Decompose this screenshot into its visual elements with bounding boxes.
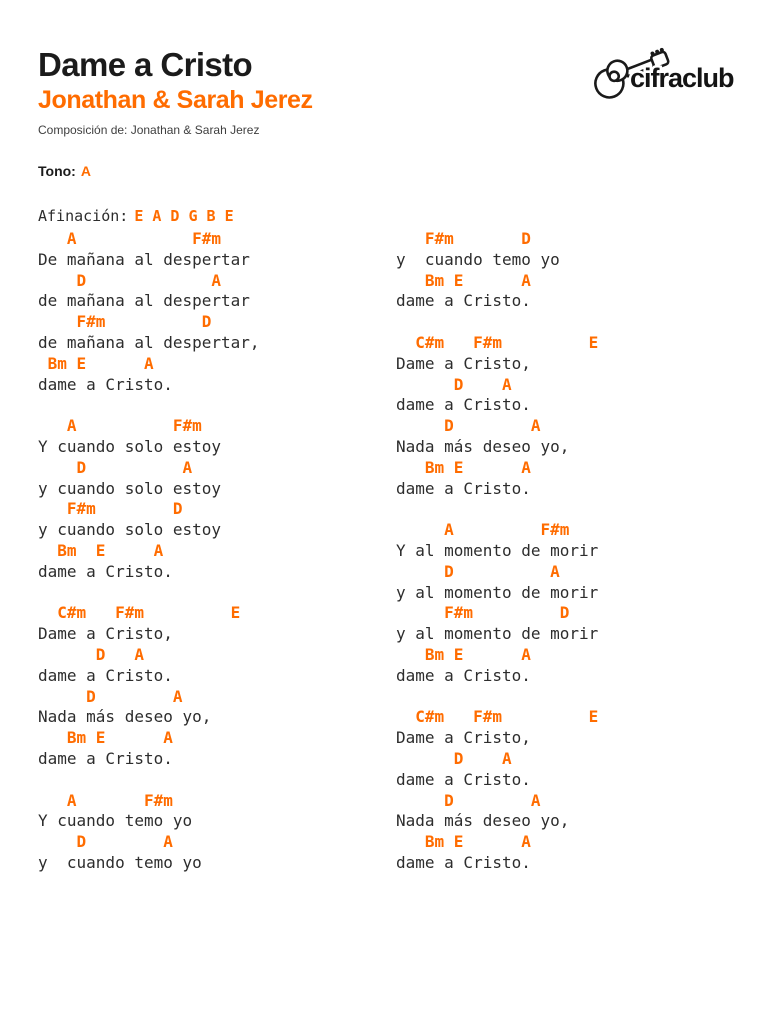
- tone-row: [38, 163, 313, 179]
- chord-line: Bm E A: [38, 540, 164, 560]
- lyric-line: dame a Cristo.: [396, 769, 531, 789]
- artist-name: Jonathan & Sarah Jerez: [38, 86, 313, 114]
- lyric-line: Y cuando solo estoy: [38, 436, 222, 456]
- lyric-line: de mañana al despertar,: [38, 332, 260, 352]
- chord-line: D A: [38, 686, 183, 706]
- chord-line: Bm E A: [38, 353, 154, 373]
- chord-line: A F#m: [396, 520, 570, 540]
- lyric-line: y cuando solo estoy: [38, 478, 222, 498]
- chord-line: Bm E A: [396, 270, 531, 290]
- lyric-line: Dame a Cristo,: [396, 728, 531, 748]
- lyric-line: dame a Cristo.: [38, 748, 173, 768]
- chord-line: F#m D: [38, 499, 183, 519]
- chord-line: Bm E A: [38, 728, 173, 748]
- chord-line: C#m F#m E: [396, 707, 599, 727]
- guitar-icon: [584, 44, 749, 100]
- tuning-notes: E A D G B E: [134, 207, 234, 225]
- chord-line: F#m D: [38, 312, 212, 332]
- lyric-line: dame a Cristo.: [38, 665, 173, 685]
- chord-line: D A: [396, 561, 560, 581]
- tuning-label: Afinación:: [38, 207, 129, 225]
- chord-line: Bm E A: [396, 457, 531, 477]
- chorus-2: [396, 333, 598, 499]
- lyric-line: Y cuando temo yo: [38, 811, 193, 831]
- header: [38, 46, 313, 225]
- chord-line: C#m F#m E: [396, 332, 599, 352]
- lyric-line: Nada más deseo yo,: [396, 436, 570, 456]
- verse-2: [38, 416, 260, 582]
- lyric-line: Nada más deseo yo,: [38, 707, 212, 727]
- chord-line: D A: [396, 416, 541, 436]
- chord-line: C#m F#m E: [38, 603, 241, 623]
- lyric-line: dame a Cristo.: [396, 291, 531, 311]
- chord-line: D A: [396, 748, 512, 768]
- verse-3-part-1: [38, 791, 260, 874]
- verse-4: [396, 520, 598, 686]
- chorus-1: [38, 603, 260, 769]
- chorus-3: [396, 707, 598, 873]
- lyric-line: De mañana al despertar: [38, 249, 250, 269]
- chord-line: Bm E A: [396, 832, 531, 852]
- chord-line: A F#m: [38, 790, 173, 810]
- lyric-line: dame a Cristo.: [38, 374, 173, 394]
- lyric-line: y cuando temo yo: [38, 852, 202, 872]
- song-title: Dame a Cristo: [38, 46, 253, 83]
- song-column-left: [38, 229, 260, 895]
- lyric-line: y al momento de morir: [396, 624, 599, 644]
- lyric-line: dame a Cristo.: [396, 395, 531, 415]
- chord-line: D A: [38, 832, 173, 852]
- chord-line: Bm E A: [396, 644, 531, 664]
- tuning-row: [38, 208, 313, 225]
- lyric-line: dame a Cristo.: [396, 665, 531, 685]
- lyric-line: Dame a Cristo,: [396, 353, 531, 373]
- lyric-line: dame a Cristo.: [396, 478, 531, 498]
- logo-text: cifraclub: [630, 63, 734, 93]
- lyric-line: dame a Cristo.: [38, 561, 173, 581]
- chord-line: D A: [396, 374, 512, 394]
- chord-line: D A: [396, 790, 541, 810]
- lyric-line: Y al momento de morir: [396, 540, 599, 560]
- lyric-line: dame a Cristo.: [396, 852, 531, 872]
- song-column-right: [396, 229, 598, 895]
- lyric-line: Nada más deseo yo,: [396, 811, 570, 831]
- cifraclub-logo: [584, 44, 749, 100]
- chord-line: D A: [38, 270, 222, 290]
- chord-line: A F#m: [38, 416, 202, 436]
- lyric-line: de mañana al despertar: [38, 291, 250, 311]
- chord-line: A F#m: [38, 229, 222, 248]
- verse-3-part-2: [396, 229, 598, 312]
- tone-label: Tono:: [38, 163, 76, 179]
- verse-1: [38, 229, 260, 395]
- lyric-line: y cuando temo yo: [396, 249, 560, 269]
- chord-line: D A: [38, 644, 144, 664]
- lyric-line: y al momento de morir: [396, 582, 599, 602]
- composition-credit: Composición de: Jonathan & Sarah Jerez: [38, 123, 260, 137]
- chord-line: D A: [38, 457, 193, 477]
- lyric-line: Dame a Cristo,: [38, 624, 173, 644]
- lyric-line: y cuando solo estoy: [38, 520, 222, 540]
- chord-line: F#m D: [396, 603, 570, 623]
- chord-line: F#m D: [396, 229, 531, 248]
- tone-value: A: [80, 163, 91, 179]
